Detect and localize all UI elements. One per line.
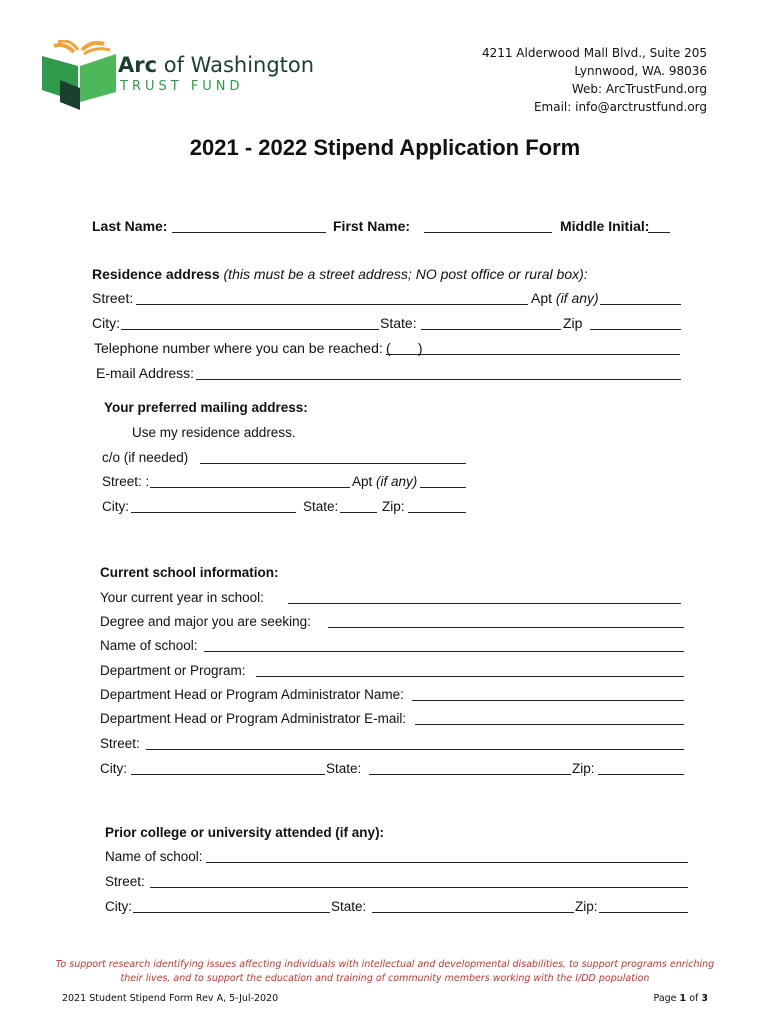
last-name-field[interactable] [172, 232, 326, 233]
mailing-zip-label: Zip: [382, 499, 405, 514]
prior-heading: Prior college or university attended (if any): [105, 825, 385, 840]
phone-field[interactable] [386, 354, 680, 355]
residence-heading-text: Residence address [92, 266, 220, 282]
email-field[interactable] [196, 379, 681, 380]
school-head-name-field[interactable] [412, 700, 684, 701]
mission-line-1: To support research identifying issues affecting individuals with intellectual and developmental disabilities, to support programs enriching [55, 959, 715, 970]
co-field[interactable] [200, 463, 466, 464]
page-total: 3 [701, 993, 708, 1004]
school-state-label: State: [326, 761, 362, 776]
logo-name [118, 53, 314, 77]
mailing-city-label: City: [102, 499, 129, 514]
mailing-apt-label [352, 474, 417, 489]
web-address: Web: ArcTrustFund.org [571, 82, 707, 96]
school-street-field[interactable] [146, 749, 684, 750]
school-head-email-label: Department Head or Program Administrator E-mail: [100, 711, 407, 726]
residence-city-field[interactable] [121, 329, 379, 330]
mailing-state-label: State: [303, 499, 339, 514]
page-title: 2021 - 2022 Stipend Application Form [189, 135, 581, 160]
form-id: 2021 Student Stipend Form Rev A, 5-Jul-2020 [62, 993, 279, 1004]
prior-street-field[interactable] [150, 887, 688, 888]
mailing-street-field[interactable] [150, 487, 350, 488]
mailing-apt-field[interactable] [420, 487, 466, 488]
residence-zip-label: Zip [563, 315, 583, 331]
school-state-field[interactable] [369, 774, 571, 775]
address-line-2: Lynnwood, WA. 98036 [574, 64, 707, 78]
mailing-heading: Your preferred mailing address: [104, 400, 308, 415]
residence-city-label: City: [92, 315, 120, 331]
residence-state-field[interactable] [421, 329, 561, 330]
address-line-1: 4211 Alderwood Mall Blvd., Suite 205 [481, 46, 707, 60]
prior-name-label: Name of school: [105, 849, 203, 864]
school-department-label: Department or Program: [100, 663, 246, 678]
school-degree-label: Degree and major you are seeking: [100, 614, 311, 629]
use-residence-option[interactable]: Use my residence address. [132, 425, 296, 440]
prior-zip-field[interactable] [599, 912, 688, 913]
middle-initial-field[interactable] [648, 232, 670, 233]
prior-city-field[interactable] [133, 912, 330, 913]
school-city-label: City: [100, 761, 127, 776]
residence-apt-note: (if any) [552, 290, 599, 306]
page-current: 1 [679, 993, 687, 1004]
school-street-label: Street: [100, 736, 140, 751]
mailing-apt-note: (if any) [372, 474, 418, 489]
residence-apt-text: Apt [531, 290, 553, 306]
school-degree-field[interactable] [328, 627, 684, 628]
mailing-street-label: Street: : [102, 474, 150, 489]
residence-heading [92, 266, 588, 282]
logo-subtitle: TRUST FUND [120, 79, 244, 94]
school-year-field[interactable] [288, 603, 681, 604]
prior-state-label: State: [331, 899, 367, 914]
page-number [654, 993, 708, 1004]
residence-state-label: State: [380, 315, 417, 331]
middle-initial-label: Middle Initial: [560, 218, 650, 234]
prior-zip-label: Zip: [575, 899, 598, 914]
first-name-field[interactable] [424, 232, 552, 233]
mailing-zip-field[interactable] [408, 512, 466, 513]
school-department-field[interactable] [256, 676, 684, 677]
school-zip-field[interactable] [598, 774, 684, 775]
mailing-state-field[interactable] [340, 512, 377, 513]
school-year-label: Your current year in school: [100, 590, 264, 605]
logo [40, 40, 120, 112]
mission-line-2: their lives, and to support the education and training of community members working with the I/DD population [120, 973, 650, 984]
phone-label: Telephone number where you can be reached: [94, 340, 383, 356]
residence-note: (this must be a street address; NO post office or rural box): [219, 266, 588, 282]
first-name-label: First Name: [333, 218, 411, 234]
mailing-apt-text: Apt [352, 474, 373, 489]
co-label: c/o (if needed) [102, 450, 189, 465]
page-prefix: Page [653, 993, 680, 1004]
residence-zip-field[interactable] [590, 329, 681, 330]
residence-apt-label [531, 290, 599, 306]
school-name-label: Name of school: [100, 638, 198, 653]
school-zip-label: Zip: [572, 761, 595, 776]
last-name-label: Last Name: [92, 218, 168, 234]
email-label: E-mail Address: [96, 365, 195, 381]
prior-state-field[interactable] [372, 912, 574, 913]
prior-name-field[interactable] [206, 862, 688, 863]
school-city-field[interactable] [131, 774, 325, 775]
logo-name-arc: Arc [118, 53, 158, 77]
school-heading: Current school information: [100, 565, 279, 580]
phone-area-code[interactable]: ( ) [386, 340, 423, 356]
school-head-email-field[interactable] [415, 724, 684, 725]
logo-name-rest: of Washington [157, 53, 315, 77]
residence-street-field[interactable] [136, 304, 528, 305]
prior-street-label: Street: [105, 874, 145, 889]
email-address: Email: info@arctrustfund.org [533, 100, 707, 114]
residence-apt-field[interactable] [600, 304, 681, 305]
mailing-city-field[interactable] [131, 512, 296, 513]
school-name-field[interactable] [204, 651, 684, 652]
book-logo-icon [40, 40, 120, 112]
residence-street-label: Street: [92, 290, 134, 306]
prior-city-label: City: [105, 899, 132, 914]
school-head-name-label: Department Head or Program Administrator Name: [100, 687, 404, 702]
page-of: of [686, 993, 702, 1004]
